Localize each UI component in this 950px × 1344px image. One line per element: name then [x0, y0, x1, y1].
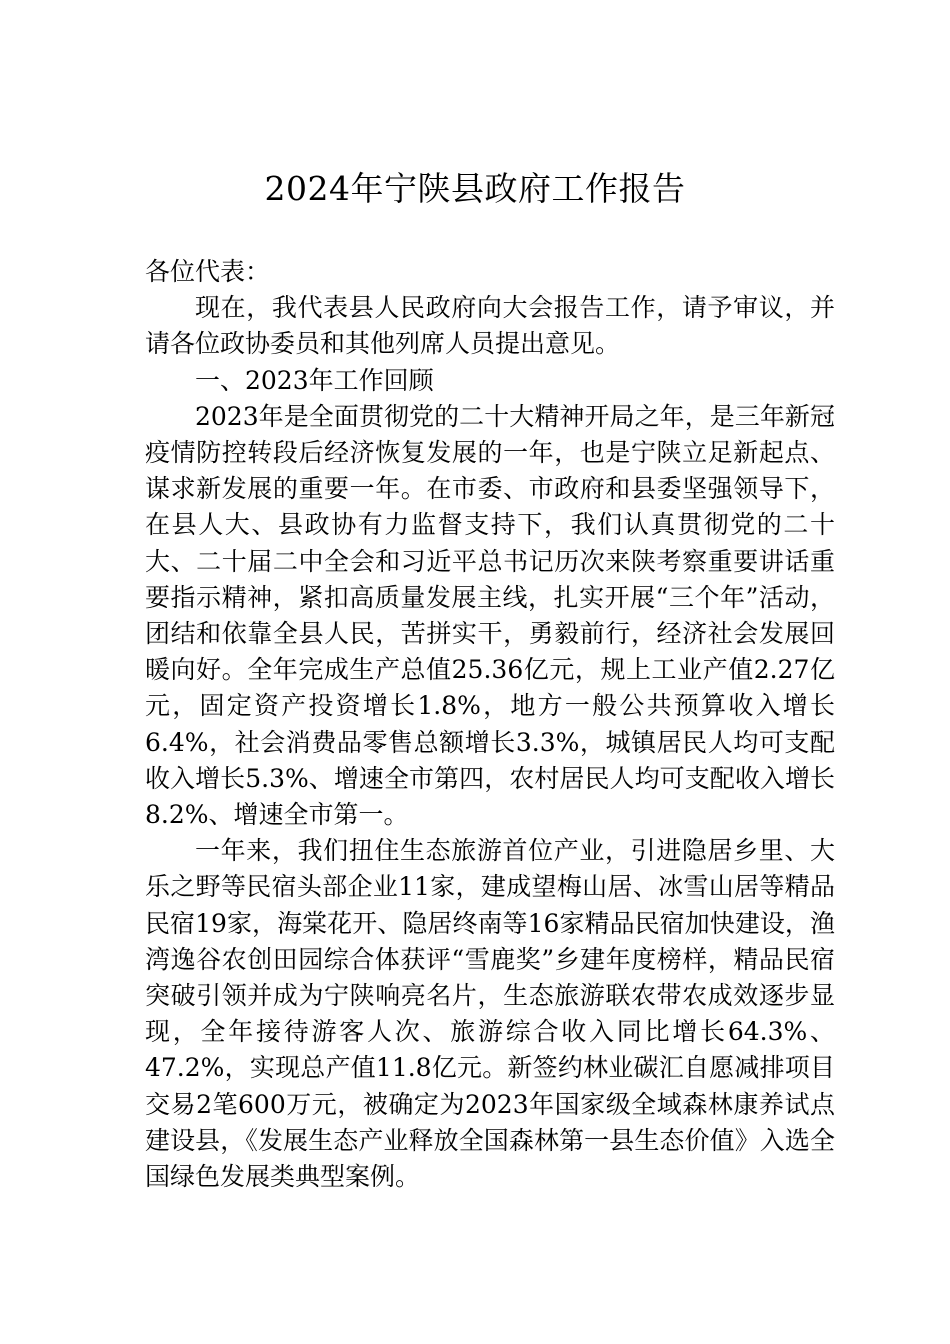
- salutation: 各位代表：: [145, 257, 271, 286]
- section-heading: 一、2023年工作回顾: [195, 365, 434, 395]
- document-body: [145, 254, 835, 1195]
- paragraph-intro: 现在，我代表县人民政府向大会报告工作，请予审议，并请各位政协委员和其他列席人员提出意见。: [145, 293, 835, 359]
- paragraph-tourism: 一年来，我们扭住生态旅游首位产业，引进隐居乡里、大乐之野等民宿头部企业11家，建成望梅山居、冰雪山居等精品民宿19家，海棠花开、隐居终南等16家精品民宿加快建设，渔湾逸谷农创田园综合体获评“雪鹿奖”乡建年度榜样，精品民宿突破引领并成为宁陕响亮名片，生态旅游联农带农成效逐步显现，全年接待游客人次、旅游综合收入同比增长64.3%、47.2%，实现总产值11.8亿元。新签约林业碳汇自愿减排项目交易2笔600万元，被确定为2023年国家级全域森林康养试点建设县，《发展生态产业释放全国森林第一县生态价值》入选全国绿色发展类典型案例。: [145, 836, 835, 1192]
- document-title: 2024年宁陕县政府工作报告: [264, 169, 686, 208]
- paragraph-review-2023: 2023年是全面贯彻党的二十大精神开局之年，是三年新冠疫情防控转段后经济恢复发展的一年，也是宁陕立足新起点、谋求新发展的重要一年。在市委、市政府和县委坚强领导下，在县人大、县政协有力监督支持下，我们认真贯彻党的二十大、二十届二中全会和习近平总书记历次来陕考察重要讲话重要指示精神，紧扣高质量发展主线，扎实开展“三个年”活动，团结和依靠全县人民，苦拼实干，勇毅前行，经济社会发展回暖向好。全年完成生产总值25.36亿元，规上工业产值2.27亿元，固定资产投资增长1.8%，地方一般公共预算收入增长6.4%，社会消费品零售总额增长3.3%，城镇居民人均可支配收入增长5.3%、增速全市第四，农村居民人均可支配收入增长8.2%、增速全市第一。: [145, 401, 835, 830]
